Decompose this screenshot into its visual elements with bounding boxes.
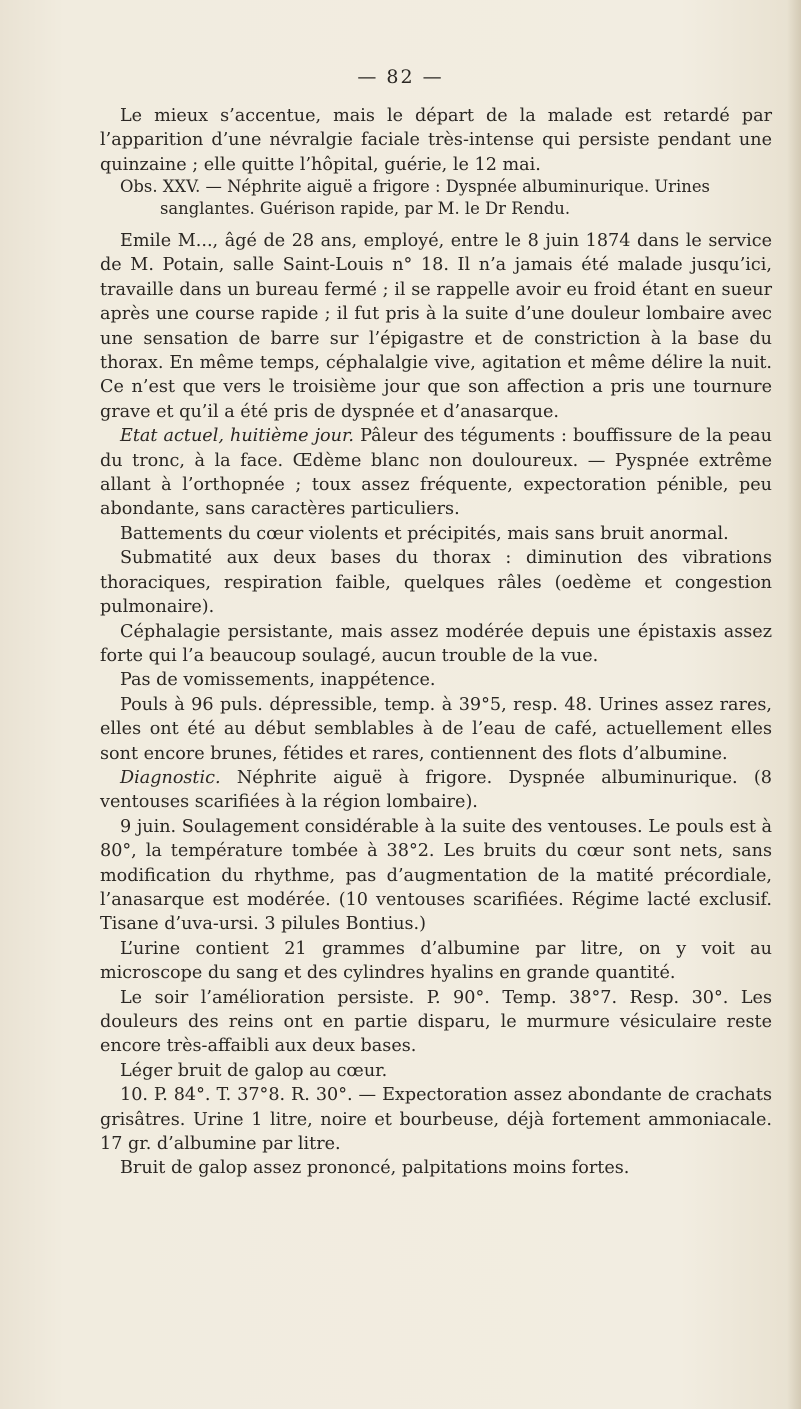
paragraph-text: Pâleur des téguments : bouffissure de la peau du tronc, à la face. Œdème blanc non douloureux. — Pyspnée extrême allant à l’orthopnée ; toux assez fréquente, expectoration pénible, peu abondante, sans caractères particuliers. (100, 426, 772, 520)
paragraph: Emile M..., âgé de 28 ans, employé, entre le 8 juin 1874 dans le service de M. Potain, salle Saint-Louis n° 18. Il n’a jamais été malade jusqu’ici, travaille dans un bureau fermé ; il se rappelle avoir eu froid étant en sueur après une course rapide ; il fut pris à la suite d’une douleur lombaire avec une sensation de barre sur l’épigastre et de constriction à la base du thorax. En même temps, céphalalgie vive, agitation et même délire la nuit. Ce n’est que vers le troisième jour que son affection a pris une tournure grave et qu’il a été pris de dyspnée et d’anasarque. (100, 231, 772, 422)
paragraph-text: Néphrite aiguë à frigore. Dyspnée albuminurique. (8 ventouses scarifiées à la région lombaire). (100, 767, 772, 813)
paragraph: 9 juin. Soulagement considérable à la suite des ventouses. Le pouls est à 80°, la température tombée à 38°2. Les bruits du cœur sont nets, sans modification du rhythme, pas d’augmentation de la matité précordiale, l’anasarque est modérée. (10 ventouses scarifiées. Régime lacté exclusif. Tisane d’uva-ursi. 3 pilules Bontius.) (100, 816, 772, 935)
case-body (100, 229, 772, 1181)
paragraph: 10. P. 84°. T. 37°8. R. 30°. — Expectoration assez abondante de crachats grisâtres. Urine 1 litre, noire et bourbeuse, déjà fortement ammoniacale. 17 gr. d’albumine par litre. (100, 1085, 772, 1155)
paragraph-lead: Etat actuel, huitième jour. (120, 426, 355, 447)
paragraph (100, 424, 772, 522)
page-number: — 82 — (357, 66, 444, 88)
intro-block (100, 104, 772, 177)
paragraph: Le soir l’amélioration persiste. P. 90°. Temp. 38°7. Resp. 30°. Les douleurs des reins ont en partie disparu, le murmure vésiculaire reste encore très-affaibli aux deux bases. (100, 987, 772, 1057)
paragraph: Pouls à 96 puls. dépressible, temp. à 39°5, resp. 48. Urines assez rares, elles ont été au début semblables à de l’eau de café, actuellement elles sont encore brunes, fétides et rares, contiennent des flots d’albumine. (100, 694, 772, 764)
paragraph: Bruit de galop assez prononcé, palpitations moins fortes. (120, 1158, 630, 1179)
observation-line-2: sanglantes. Guérison rapide, par M. le Dr Rendu. (160, 199, 571, 218)
paragraph: Céphalagie persistante, mais assez modérée depuis une épistaxis assez forte qui l’a beaucoup soulagé, aucun trouble de la vue. (100, 621, 772, 666)
observation-line-1: Obs. XXV. — Néphrite aiguë a frigore : Dyspnée albuminurique. Urines (120, 177, 710, 196)
paragraph: Battements du cœur violents et précipités, mais sans bruit anormal. (120, 523, 729, 544)
page-edge-shadow (787, 0, 801, 1409)
paragraph: Pas de vomissements, inappétence. (120, 670, 436, 691)
paragraph: Submatité aux deux bases du thorax : diminution des vibrations thoraciques, respiration faible, quelques râles (oedème et congestion pulmonaire). (100, 548, 772, 618)
paragraph-lead: Diagnostic. (120, 767, 221, 788)
paragraph (100, 766, 772, 815)
paragraph: L’urine contient 21 grammes d’albumine par litre, on y voit au microscope du sang et des cylindres hyalins en grande quantité. (100, 938, 772, 984)
observation-heading (100, 176, 772, 220)
paragraph: Léger bruit de galop au cœur. (120, 1060, 388, 1081)
intro-paragraph: Le mieux s’accentue, mais le départ de la malade est retardé par l’apparition d’une névralgie faciale très-intense qui persiste pendant une quinzaine ; elle quitte l’hôpital, guérie, le 12 mai. (100, 106, 772, 175)
